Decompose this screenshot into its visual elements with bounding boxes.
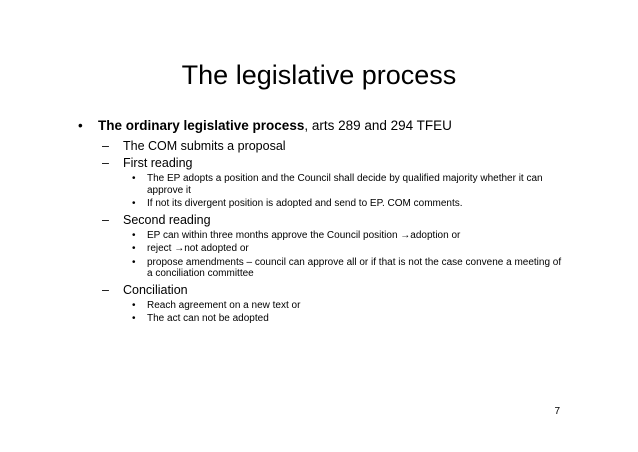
page-number: 7 xyxy=(554,406,560,417)
first-reading-label: First reading xyxy=(123,156,193,170)
list-item-text: Reach agreement on a new text or xyxy=(147,299,301,311)
bullet-marker: • xyxy=(132,198,136,209)
dash-com-proposal xyxy=(75,138,565,154)
bullet-marker: • xyxy=(132,313,136,324)
ordinary-procedure-label: The ordinary legislative process xyxy=(98,118,305,133)
dash-conciliation xyxy=(75,282,565,298)
list-item-text: reject →not adopted or xyxy=(147,243,249,254)
dash-marker: – xyxy=(102,156,109,170)
ordinary-procedure-articles: , arts 289 and 294 TFEU xyxy=(304,118,452,133)
list-item xyxy=(75,198,565,210)
dash-marker: – xyxy=(102,212,109,227)
list-item xyxy=(75,300,565,312)
dash-marker: – xyxy=(102,282,109,297)
list-item-text: propose amendments – council can approve all or if that is not the case convene a meeting of a conciliation committee xyxy=(147,256,562,279)
bullet-marker: • xyxy=(78,118,83,133)
list-item xyxy=(75,230,565,242)
list-item xyxy=(75,173,565,196)
bullet-marker: • xyxy=(132,229,136,241)
list-item xyxy=(75,257,565,280)
list-item-text: If not its divergent position is adopted and send to EP. COM comments. xyxy=(147,198,463,209)
bullet-marker: • xyxy=(132,243,136,254)
list-item-text: The act can not be adopted xyxy=(147,313,269,324)
dash-second-reading xyxy=(75,212,565,228)
bullet-marker: • xyxy=(132,299,136,311)
bullet-ordinary-procedure xyxy=(75,117,565,135)
com-proposal-text: The COM submits a proposal xyxy=(123,139,286,153)
list-item-text: The EP adopts a position and the Council shall decide by qualified majority whether it can approve it xyxy=(147,173,543,196)
dash-marker: – xyxy=(102,139,109,153)
slide-title: The legislative process xyxy=(181,60,457,90)
dash-first-reading xyxy=(75,155,565,171)
list-item xyxy=(75,243,565,255)
list-item xyxy=(75,313,565,325)
bullet-marker: • xyxy=(132,173,136,184)
second-reading-label: Second reading xyxy=(123,212,211,227)
bullet-marker: • xyxy=(132,256,136,268)
conciliation-label: Conciliation xyxy=(123,282,188,297)
list-item-text: EP can within three months approve the Council position →adoption or xyxy=(147,229,461,241)
slide-content xyxy=(75,117,565,327)
